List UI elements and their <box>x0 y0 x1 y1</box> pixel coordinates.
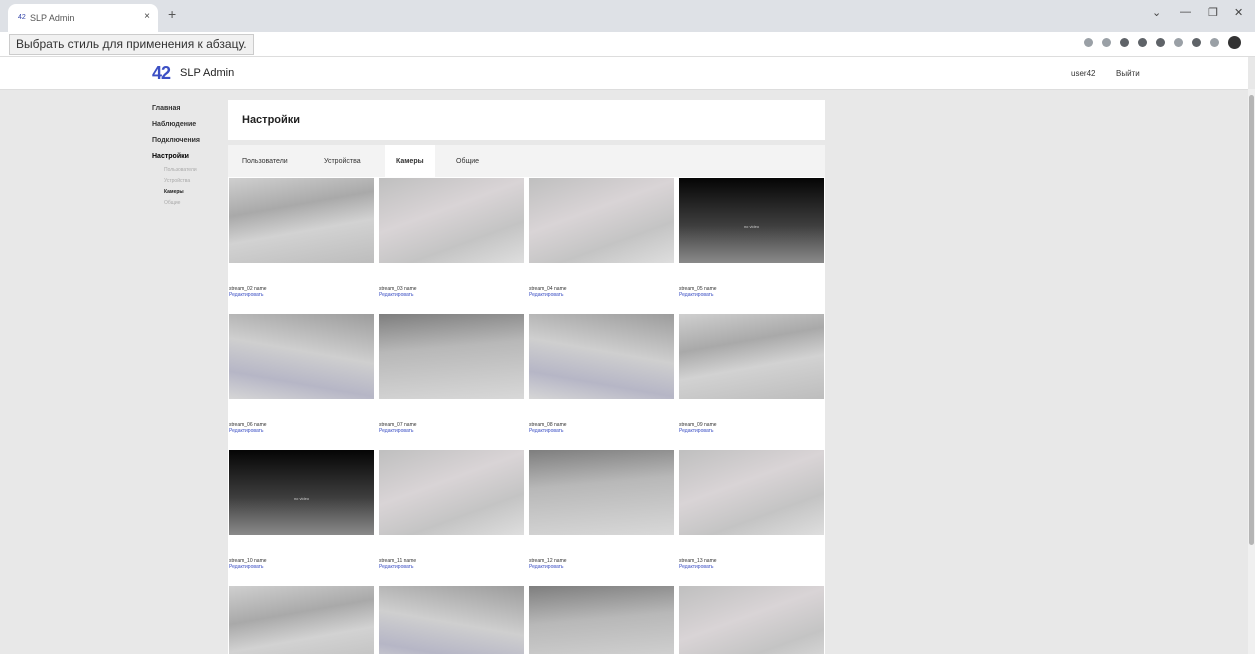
sidebar-item-monitoring[interactable]: Наблюдение <box>152 121 197 128</box>
camera-thumbnail[interactable] <box>679 178 824 263</box>
sidebar <box>152 101 224 209</box>
tab-general[interactable]: Общие <box>456 158 480 165</box>
edit-link[interactable]: Редактировать <box>679 428 714 434</box>
camera-card[interactable] <box>529 450 674 570</box>
edit-link[interactable]: Редактировать <box>379 564 414 570</box>
camera-name: stream_03 name <box>379 286 417 292</box>
tab-devices[interactable]: Устройства <box>324 158 361 165</box>
logout-link[interactable]: Выйти <box>1116 69 1140 78</box>
camera-thumbnail[interactable] <box>529 178 674 263</box>
profile-avatar-icon[interactable] <box>1228 36 1241 49</box>
camera-thumbnail[interactable] <box>379 314 524 399</box>
new-tab-button[interactable]: + <box>168 6 177 22</box>
extensions-bar <box>1084 36 1241 49</box>
camera-thumbnail[interactable] <box>529 314 674 399</box>
browser-tab[interactable] <box>8 4 158 32</box>
camera-name: stream_02 name <box>229 286 267 292</box>
edit-link[interactable]: Редактировать <box>379 428 414 434</box>
camera-card[interactable] <box>529 586 674 654</box>
camera-name: stream_04 name <box>529 286 567 292</box>
username: user42 <box>1071 69 1096 78</box>
minimize-button[interactable]: — <box>1180 6 1191 18</box>
browser-tab-strip <box>0 0 1255 32</box>
tab-search-icon[interactable]: ⌄ <box>1152 7 1162 19</box>
camera-card[interactable] <box>229 450 374 570</box>
camera-name: stream_06 name <box>229 422 267 428</box>
camera-thumbnail[interactable] <box>529 450 674 535</box>
camera-card[interactable] <box>379 450 524 570</box>
sidebar-item-connections[interactable]: Подключения <box>152 137 200 144</box>
edit-link[interactable]: Редактировать <box>229 564 264 570</box>
edit-link[interactable]: Редактировать <box>679 292 714 298</box>
browser-tab-title: SLP Admin <box>30 13 75 23</box>
camera-name: stream_13 name <box>679 558 717 564</box>
edit-link[interactable]: Редактировать <box>229 292 264 298</box>
favicon-icon: 42 <box>18 14 26 21</box>
camera-card[interactable] <box>379 314 524 434</box>
app-name: SLP Admin <box>180 67 235 79</box>
camera-thumbnail[interactable] <box>229 450 374 535</box>
camera-card[interactable] <box>679 314 824 434</box>
sidebar-item-home[interactable]: Главная <box>152 105 181 112</box>
camera-thumbnail[interactable] <box>229 178 374 263</box>
camera-card[interactable] <box>379 178 524 298</box>
page-title: Настройки <box>242 114 301 126</box>
close-tab-icon[interactable]: × <box>144 11 150 22</box>
camera-card[interactable] <box>679 178 824 298</box>
no-signal-label: no video <box>293 496 310 501</box>
camera-thumbnail[interactable] <box>529 586 674 654</box>
camera-thumbnail[interactable] <box>379 178 524 263</box>
camera-card[interactable] <box>229 586 374 654</box>
tooltip: Выбрать стиль для применения к абзацу. <box>9 34 254 55</box>
camera-thumbnail[interactable] <box>679 586 824 654</box>
camera-grid <box>228 177 825 654</box>
share-icon[interactable] <box>1084 38 1093 47</box>
camera-card[interactable] <box>679 586 824 654</box>
camera-card[interactable] <box>529 314 674 434</box>
sidebar-subitem-general[interactable]: Общие <box>164 200 181 206</box>
no-signal-label: no video <box>743 224 760 229</box>
sidebar-subitem-devices[interactable]: Устройства <box>164 178 191 184</box>
camera-name: stream_11 name <box>379 558 417 564</box>
edit-link[interactable]: Редактировать <box>529 564 564 570</box>
extension-icon[interactable] <box>1156 38 1165 47</box>
camera-card[interactable] <box>229 314 374 434</box>
camera-thumbnail[interactable] <box>679 314 824 399</box>
edit-link[interactable]: Редактировать <box>529 428 564 434</box>
sidebar-item-settings[interactable]: Настройки <box>152 153 189 160</box>
close-window-button[interactable]: ✕ <box>1234 7 1244 19</box>
camera-thumbnail[interactable] <box>229 314 374 399</box>
camera-card[interactable] <box>529 178 674 298</box>
camera-thumbnail[interactable] <box>379 450 524 535</box>
edit-link[interactable]: Редактировать <box>529 292 564 298</box>
sidebar-subitem-cameras[interactable]: Камеры <box>164 189 184 195</box>
edit-link[interactable]: Редактировать <box>379 292 414 298</box>
tab-users[interactable]: Пользователи <box>242 158 288 165</box>
camera-thumbnail[interactable] <box>229 586 374 654</box>
camera-card[interactable] <box>379 586 524 654</box>
edit-link[interactable]: Редактировать <box>229 428 264 434</box>
camera-name: stream_07 name <box>379 422 417 428</box>
camera-name: stream_08 name <box>529 422 567 428</box>
panel-header <box>228 100 825 140</box>
scrollbar-thumb[interactable] <box>1249 95 1254 545</box>
extension-icon[interactable] <box>1120 38 1129 47</box>
maximize-button[interactable]: ❐ <box>1208 7 1218 19</box>
camera-name: stream_05 name <box>679 286 717 292</box>
camera-thumbnail[interactable] <box>679 450 824 535</box>
camera-card[interactable] <box>679 450 824 570</box>
tab-cameras[interactable]: Камеры <box>385 145 435 177</box>
logo[interactable]: 42 <box>152 63 171 83</box>
camera-name: stream_12 name <box>529 558 567 564</box>
sidebar-subitem-users[interactable]: Пользователи <box>164 167 197 173</box>
sidepanel-icon[interactable] <box>1210 38 1219 47</box>
camera-thumbnail[interactable] <box>379 586 524 654</box>
camera-name: stream_10 name <box>229 558 267 564</box>
settings-tabs <box>228 145 825 177</box>
camera-name: stream_09 name <box>679 422 717 428</box>
extension-icon[interactable] <box>1174 38 1183 47</box>
camera-card[interactable] <box>229 178 374 298</box>
extension-icon[interactable] <box>1138 38 1147 47</box>
bookmark-star-icon[interactable] <box>1102 38 1111 47</box>
puzzle-icon[interactable] <box>1192 38 1201 47</box>
edit-link[interactable]: Редактировать <box>679 564 714 570</box>
